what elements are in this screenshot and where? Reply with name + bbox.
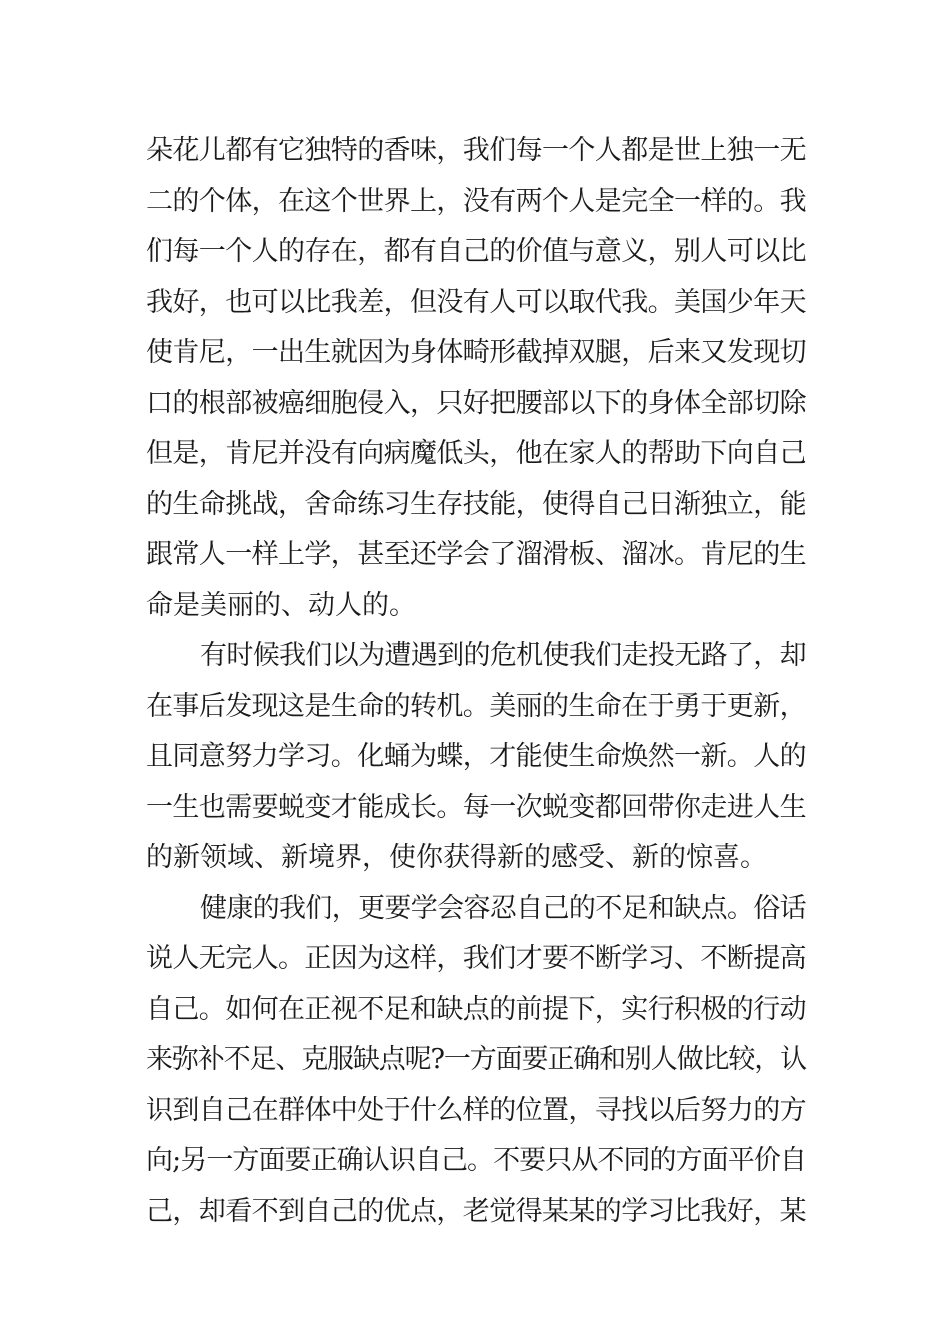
text-line: 有时候我们以为遭遇到的危机使我们走投无路了，却 <box>200 640 806 671</box>
text-line: 但是，肯尼并没有向病魔低头，他在家人的帮助下向自己 <box>146 438 806 469</box>
text-line: 跟常人一样上学，甚至还学会了溜滑板、溜冰。肯尼的生 <box>146 539 806 570</box>
text-line: 朵花儿都有它独特的香味，我们每一个人都是世上独一无 <box>146 135 806 166</box>
text-line: 使肯尼，一出生就因为身体畸形截掉双腿，后来又发现切 <box>146 337 806 368</box>
text-line: 在事后发现这是生命的转机。美丽的生命在于勇于更新， <box>146 690 806 722</box>
text-line: 二的个体，在这个世界上，没有两个人是完全一样的。我 <box>146 185 806 217</box>
text-line: 健康的我们，更要学会容忍自己的不足和缺点。俗话 <box>200 892 806 924</box>
text-line: 自己。如何在正视不足和缺点的前提下，实行积极的行动 <box>146 993 806 1025</box>
paragraph-1 <box>146 126 806 631</box>
text-line: 说人无完人。正因为这样，我们才要不断学习、不断提高 <box>146 943 806 974</box>
text-line: 我好，也可以比我差，但没有人可以取代我。美国少年天 <box>146 286 806 318</box>
text-line: 命是美丽的、动人的。 <box>146 589 416 621</box>
text-line: 口的根部被癌细胞侵入，只好把腰部以下的身体全部切除 <box>146 387 806 419</box>
document-body <box>146 126 806 1237</box>
text-line: 的生命挑战，舍命练习生存技能，使得自己日渐独立，能 <box>146 488 806 520</box>
text-line: 们每一个人的存在，都有自己的价值与意义，别人可以比 <box>146 236 806 267</box>
text-line: 向;另一方面要正确认识自己。不要只从不同的方面平价自 <box>146 1145 806 1176</box>
text-line: 己，却看不到自己的优点，老觉得某某的学习比我好，某 <box>146 1195 806 1227</box>
text-line: 来弥补不足、克服缺点呢?一方面要正确和别人做比较，认 <box>146 1044 806 1075</box>
paragraph-3 <box>146 884 806 1238</box>
text-line: 且同意努力学习。化蛹为蝶，才能使生命焕然一新。人的 <box>146 741 806 772</box>
text-line: 识到自己在群体中处于什么样的位置，寻找以后努力的方 <box>146 1094 806 1126</box>
text-line: 的新领域、新境界，使你获得新的感受、新的惊喜。 <box>146 842 767 873</box>
paragraph-2 <box>146 631 806 884</box>
text-line: 一生也需要蜕变才能成长。每一次蜕变都回带你走进人生 <box>146 791 806 823</box>
